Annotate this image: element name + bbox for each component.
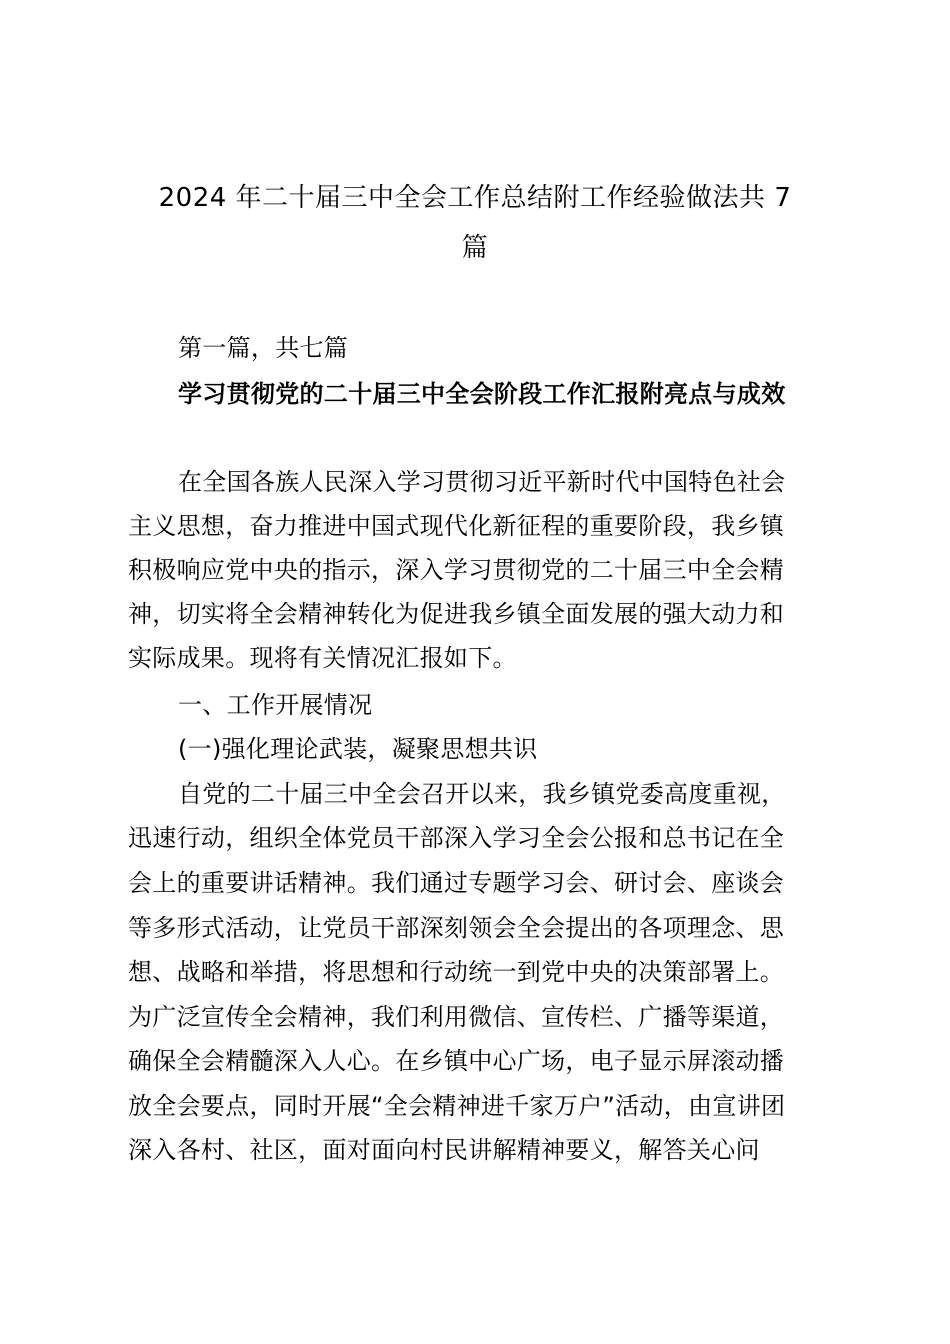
document-title-line-2: 篇: [461, 233, 489, 263]
paragraph-line: 实际成果。现将有关情况汇报如下。: [128, 644, 517, 672]
paragraph-line: 为广泛宣传全会精神，我们利用微信、宣传栏、广播等渠道，: [128, 1003, 785, 1031]
paragraph-line: 会上的重要讲话精神。我们通过专题学习会、研讨会、座谈会: [128, 869, 785, 897]
paragraph-line: 确保全会精髓深入人心。在乡镇中心广场，电子显示屏滚动播: [128, 1047, 785, 1075]
paragraph-line: 想、战略和举措，将思想和行动统一到党中央的决策部署上。: [128, 958, 785, 986]
paragraph-line: 在全国各族人民深入学习贯彻习近平新时代中国特色社会: [178, 468, 786, 496]
paragraph-line: 自党的二十届三中全会召开以来，我乡镇党委高度重视，: [178, 780, 786, 808]
paragraph-line: 迅速行动，组织全体党员干部深入学习全会公报和总书记在全: [128, 824, 785, 852]
subheading-1: (一)强化理论武装，凝聚思想共识: [178, 735, 538, 763]
paragraph-line: 神，切实将全会精神转化为促进我乡镇全面发展的强大动力和: [128, 600, 785, 628]
section-heading: 学习贯彻党的二十届三中全会阶段工作汇报附亮点与成效: [178, 380, 786, 408]
paragraph-line: 积极响应党中央的指示，深入学习贯彻党的二十届三中全会精: [128, 556, 785, 584]
paragraph-line: 深入各村、社区，面对面向村民讲解精神要义，解答关心问: [128, 1136, 760, 1164]
heading-1: 一、工作开展情况: [178, 691, 373, 719]
paragraph-line: 等多形式活动，让党员干部深刻领会全会提出的各项理念、思: [128, 914, 785, 942]
document-title-line-1: 2024 年二十届三中全会工作总结附工作经验做法共 7: [158, 183, 792, 213]
paragraph-line: 放全会要点，同时开展“全会精神进千家万户”活动，由宣讲团: [128, 1092, 786, 1120]
paragraph-line: 主义思想，奋力推进中国式现代化新征程的重要阶段，我乡镇: [128, 512, 785, 540]
section-label: 第一篇，共七篇: [178, 334, 349, 362]
